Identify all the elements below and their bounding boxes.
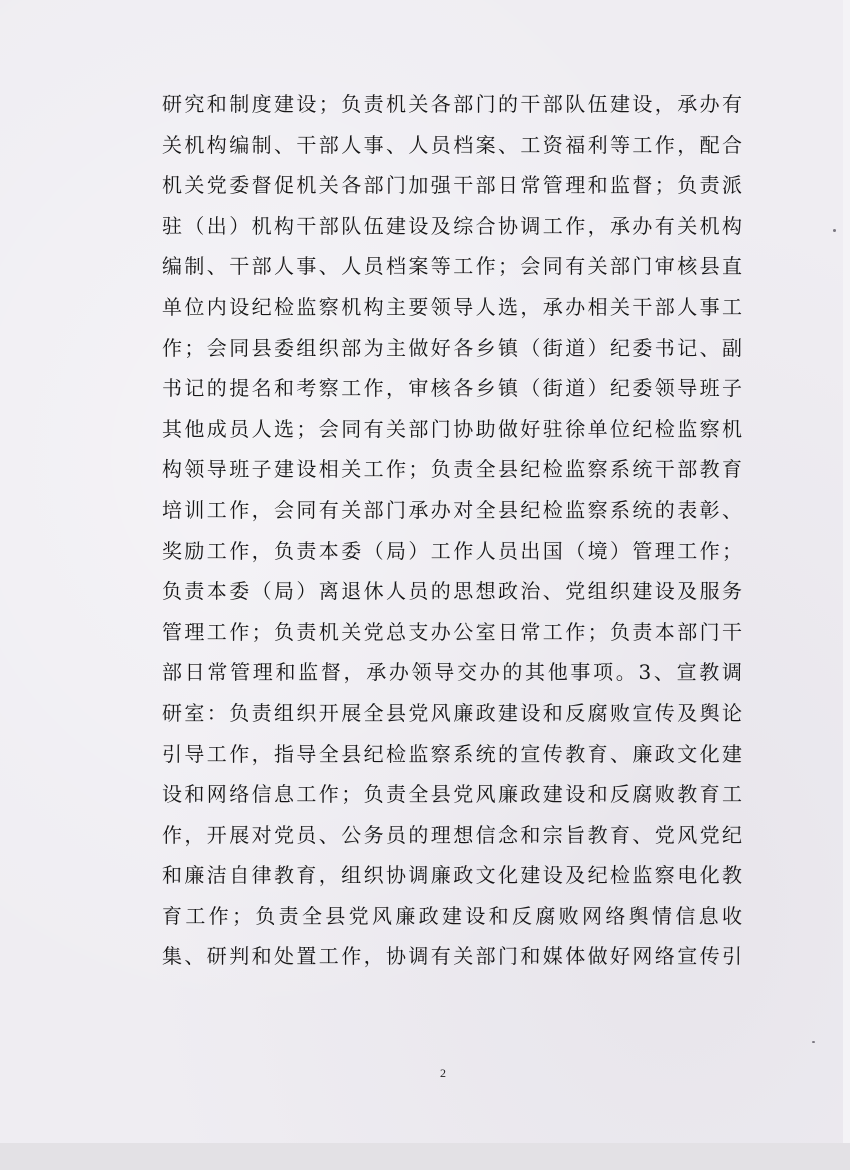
text-line-21: 育工作；负责全县党风廉政建设和反腐败网络舆情信息收 [162,903,742,928]
text-line-7: 作；会同县委组织部为主做好各乡镇（街道）纪委书记、副 [162,335,742,360]
text-line-1: 研究和制度建设；负责机关各部门的干部队伍建设，承办有 [162,92,742,116]
text-line-9: 其他成员人选；会同有关部门协助做好驻徐单位纪检监察机 [162,416,742,441]
scan-edge-right [843,0,850,1143]
text-line-8: 书记的提名和考察工作，审核各乡镇（街道）纪委领导班子 [162,376,742,401]
scan-speck [812,1041,815,1043]
text-line-5: 编制、干部人事、人员档案等工作；会同有关部门审核县直 [162,254,742,279]
body-text [162,84,742,977]
text-line-11: 培训工作，会同有关部门承办对全县纪检监察系统的表彰、 [162,497,742,522]
text-line-16: 研室：负责组织开展全县党风廉政建设和反腐败宣传及舆论 [162,700,742,725]
text-line-4: 驻（出）机构干部队伍建设及综合协调工作，承办有关机构 [162,213,742,238]
text-line-13: 负责本委（局）离退休人员的思想政治、党组织建设及服务 [162,579,742,604]
text-line-2: 关机构编制、干部人事、人员档案、工资福利等工作，配合 [162,132,742,157]
text-line-22: 集、研判和处置工作，协调有关部门和媒体做好网络宣传引 [162,944,742,969]
page-number: 2 [440,1066,446,1080]
text-line-14: 管理工作；负责机关党总支办公室日常工作；负责本部门干 [162,619,742,644]
text-line-12: 奖励工作，负责本委（局）工作人员出国（境）管理工作； [162,538,742,563]
text-line-20: 和廉洁自律教育，组织协调廉政文化建设及纪检监察电化教 [162,863,742,888]
scan-speck [833,229,836,232]
text-line-19: 作，开展对党员、公务员的理想信念和宗旨教育、党风党纪 [162,822,742,847]
text-line-18: 设和网络信息工作；负责全县党风廉政建设和反腐败教育工 [162,782,742,807]
text-line-3: 机关党委督促机关各部门加强干部日常管理和监督；负责派 [162,173,742,198]
text-line-17: 引导工作，指导全县纪检监察系统的宣传教育、廉政文化建 [162,741,742,766]
scan-edge-bottom [0,1143,850,1170]
text-line-15: 部日常管理和监督，承办领导交办的其他事项。3、宣教调 [162,660,742,685]
text-line-6: 单位内设纪检监察机构主要领导人选，承办相关干部人事工 [162,294,742,319]
text-line-10: 构领导班子建设相关工作；负责全县纪检监察系统干部教育 [162,457,742,482]
